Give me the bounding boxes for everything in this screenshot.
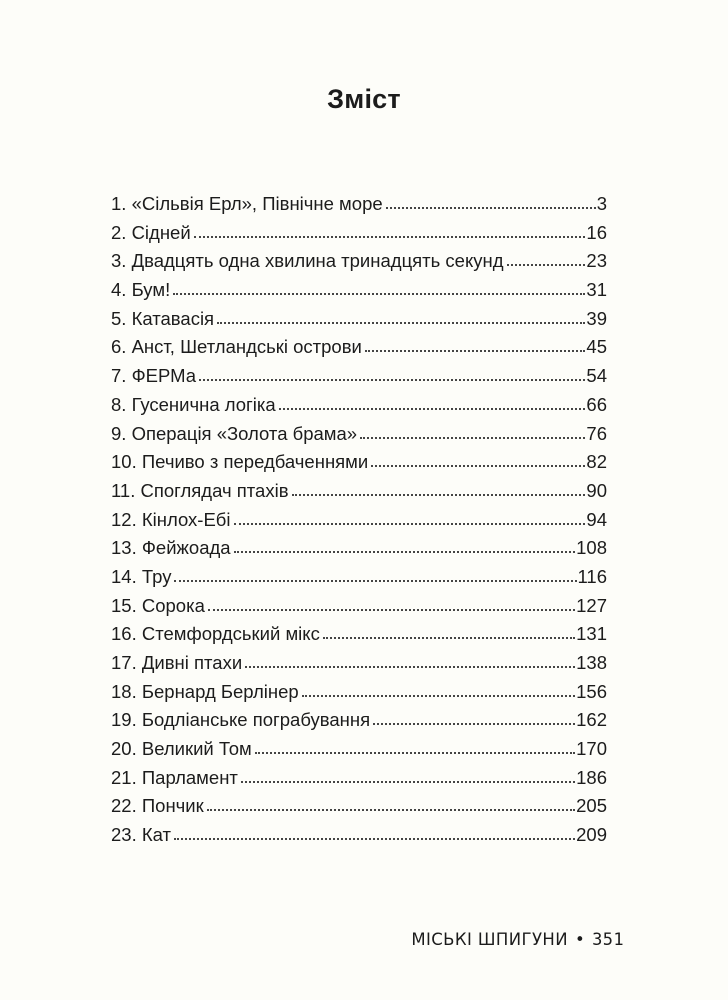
running-footer: [411, 930, 624, 950]
toc-entry-title: 15. Сорока: [111, 594, 205, 616]
toc-dot-leader: [173, 293, 585, 295]
toc-entry-page: 82: [586, 451, 607, 473]
footer-page-number: 351: [592, 930, 624, 950]
toc-entry: [111, 537, 607, 566]
toc-dot-leader: [194, 236, 586, 238]
toc-entry-title: 11. Споглядач птахів: [111, 479, 289, 501]
toc-entry: [111, 824, 607, 853]
toc-entry: [111, 652, 607, 681]
toc-entry-page: 131: [576, 623, 607, 645]
toc-entry-title: 1. «Сільвія Ерл», Північне море: [111, 193, 383, 214]
toc-dot-leader: [245, 666, 575, 668]
toc-entry: [111, 222, 607, 251]
toc-entry-title: 20. Великий Том: [111, 738, 252, 760]
toc-entry: [111, 308, 607, 337]
table-of-contents: [111, 193, 607, 853]
toc-dot-leader: [371, 465, 585, 467]
toc-entry-page: 205: [576, 795, 607, 817]
toc-entry-page: 76: [586, 422, 607, 444]
toc-entry-page: 23: [586, 250, 607, 272]
page-title: Зміст: [327, 84, 401, 114]
toc-entry-title: 19. Бодліанське пограбування: [111, 709, 371, 731]
toc-entry-title: 4. Бум!: [111, 279, 171, 301]
toc-dot-leader: [507, 264, 586, 266]
toc-entry-page: 209: [576, 824, 607, 846]
toc-entry: [111, 365, 607, 394]
toc-dot-leader: [292, 494, 586, 496]
toc-entry-page: 31: [586, 279, 607, 301]
toc-dot-leader: [323, 637, 575, 639]
toc-dot-leader: [234, 523, 586, 525]
toc-dot-leader: [255, 752, 575, 754]
toc-entry-page: 108: [576, 537, 607, 559]
toc-entry: [111, 709, 607, 738]
toc-entry-title: 2. Сідней: [111, 221, 191, 243]
toc-dot-leader: [199, 379, 585, 381]
toc-dot-leader: [386, 207, 596, 209]
footer-book-title: МІСЬКІ ШПИГУНИ: [411, 930, 568, 949]
toc-entry: [111, 394, 607, 423]
toc-entry: [111, 681, 607, 710]
toc-entry: [111, 250, 607, 279]
toc-entry-title: 5. Катавасія: [111, 307, 215, 329]
toc-dot-leader: [217, 322, 585, 324]
toc-entry: [111, 193, 607, 222]
toc-entry: [111, 336, 607, 365]
toc-entry-page: 138: [576, 652, 607, 673]
toc-entry-title: 16. Стемфордський мікс: [111, 623, 320, 645]
toc-dot-leader: [174, 580, 576, 582]
toc-entry: [111, 767, 607, 796]
toc-entry-title: 23. Кат: [111, 824, 171, 846]
toc-entry-title: 18. Бернард Берлінер: [111, 680, 299, 702]
toc-entry-title: 8. Гусенична логіка: [111, 393, 276, 415]
toc-dot-leader: [360, 437, 585, 439]
toc-dot-leader: [302, 695, 575, 697]
toc-entry-page: 127: [576, 594, 607, 616]
toc-entry: [111, 595, 607, 624]
toc-entry: [111, 509, 607, 538]
toc-entry-page: 16: [586, 221, 607, 243]
toc-dot-leader: [241, 781, 575, 783]
toc-entry-title: 7. ФЕРМа: [111, 365, 197, 387]
toc-entry: [111, 738, 607, 767]
toc-entry: [111, 623, 607, 652]
toc-entry-title: 14. Тру: [111, 565, 172, 587]
toc-entry-title: 10. Печиво з передбаченнями: [111, 451, 369, 473]
toc-entry-page: 156: [576, 680, 607, 702]
toc-entry-title: 22. Пончик: [111, 795, 204, 817]
toc-entry: [111, 566, 607, 595]
toc-entry-title: 12. Кінлох-Ебі: [111, 508, 231, 530]
toc-entry: [111, 795, 607, 824]
toc-entry-page: 54: [586, 365, 607, 387]
toc-entry: [111, 480, 607, 509]
toc-entry: [111, 423, 607, 452]
toc-entry: [111, 279, 607, 308]
toc-entry-page: 66: [586, 393, 607, 415]
toc-dot-leader: [365, 350, 586, 352]
toc-dot-leader: [174, 838, 575, 840]
toc-entry-page: 162: [576, 709, 607, 731]
toc-dot-leader: [373, 723, 575, 725]
toc-entry-title: 21. Парламент: [111, 766, 238, 788]
toc-entry-title: 17. Дивні птахи: [111, 652, 243, 673]
footer-separator: •: [574, 930, 586, 949]
toc-dot-leader: [208, 609, 575, 611]
toc-dot-leader: [207, 809, 575, 811]
toc-entry-page: 170: [576, 738, 607, 760]
toc-entry-page: 186: [576, 766, 607, 788]
toc-entry-title: 3. Двадцять одна хвилина тринадцять секунд: [111, 250, 504, 272]
toc-entry-page: 90: [586, 479, 607, 501]
toc-entry-page: 39: [586, 307, 607, 329]
toc-entry-page: 116: [577, 565, 607, 587]
toc-dot-leader: [234, 551, 576, 553]
toc-entry-title: 6. Анст, Шетландські острови: [111, 336, 362, 358]
toc-entry-page: 3: [596, 193, 607, 214]
toc-dot-leader: [279, 408, 586, 410]
toc-entry-title: 13. Фейжоада: [111, 537, 231, 559]
toc-entry: [111, 451, 607, 480]
toc-entry-title: 9. Операція «Золота брама»: [111, 422, 358, 444]
toc-entry-page: 45: [586, 336, 607, 358]
toc-entry-page: 94: [586, 508, 607, 530]
